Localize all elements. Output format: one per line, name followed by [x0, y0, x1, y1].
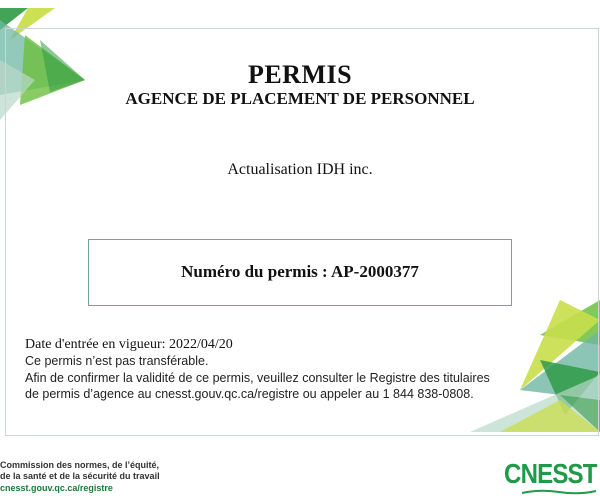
permit-number-box	[88, 239, 512, 306]
verification-note-line-1: Afin de confirmer la validité de ce permis, veuillez consulter le Registre des titulaires	[25, 371, 490, 385]
page-title: PERMIS	[247, 60, 353, 89]
verification-note-line-2: de permis d’agence au cnesst.gouv.qc.ca/registre ou appeler au 1 844 838-0808.	[25, 387, 474, 401]
effective-date: Date d'entrée en vigueur: 2022/04/20	[25, 337, 233, 352]
organization-name	[0, 460, 160, 482]
non-transferable-note: Ce permis n’est pas transférable.	[25, 354, 209, 368]
permit-number: Numéro du permis : AP-2000377	[181, 262, 419, 281]
organization-name-line-2: de la santé et de la sécurité du travail	[0, 471, 160, 481]
company-name: Actualisation IDH inc.	[227, 161, 373, 178]
organization-name-line-1: Commission des normes, de l’équité,	[0, 460, 160, 470]
logo-wave-icon	[520, 488, 598, 496]
cnesst-logo: CNESST	[504, 458, 597, 489]
registry-link[interactable]: cnesst.gouv.qc.ca/registre	[0, 483, 113, 493]
permit-type: AGENCE DE PLACEMENT DE PERSONNEL	[125, 89, 475, 108]
